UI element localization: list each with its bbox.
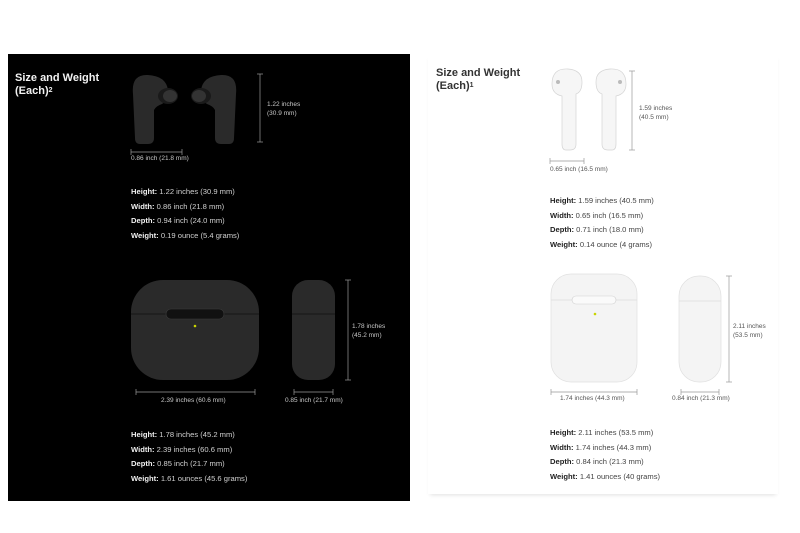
pro-case-depth-label: 0.85 inch (21.7 mm) <box>285 397 343 404</box>
classic-title-line2: (Each) <box>436 80 470 92</box>
spec-row: Weight: 1.61 ounces (45.6 grams) <box>131 473 248 483</box>
airpods-panel <box>428 54 778 494</box>
pro-size-weight-title <box>15 72 99 98</box>
pro-case-width-label: 2.39 inches (60.6 mm) <box>161 397 226 404</box>
spec-row: Height: 1.22 inches (30.9 mm) <box>131 187 235 196</box>
spec-row: Weight: 0.19 ounce (5.4 grams) <box>131 230 240 240</box>
pro-left-earbud-icon <box>133 75 178 144</box>
classic-right-earbud-icon <box>596 69 626 150</box>
pro-title-line1: Size and Weight <box>15 72 100 84</box>
airpods-pro-panel <box>8 54 410 501</box>
classic-case-depth-label: 0.84 inch (21.3 mm) <box>672 395 730 402</box>
spec-row: Height: 2.11 inches (53.5 mm) <box>550 428 654 437</box>
spec-row: Height: 1.78 inches (45.2 mm) <box>131 430 235 439</box>
spec-row: Width: 0.65 inch (16.5 mm) <box>550 210 644 220</box>
classic-earbud-height-label: 1.59 inches (40.5 mm) <box>639 105 673 121</box>
spec-row: Depth: 0.71 inch (18.0 mm) <box>550 225 644 234</box>
pro-earbud-height-label: 1.22 inches (30.9 mm) <box>267 101 301 117</box>
pro-case-front-icon <box>131 280 259 380</box>
pro-case-specs <box>131 428 247 486</box>
classic-case-front-icon <box>551 274 637 382</box>
spec-row: Depth: 0.85 inch (21.7 mm) <box>131 459 225 468</box>
pro-title-line2: (Each) <box>15 85 49 97</box>
classic-case-specs <box>550 426 660 484</box>
pro-earbud-width-label: 0.86 inch (21.8 mm) <box>131 155 189 162</box>
classic-case-height-label: 2.11 inches (53.5 mm) <box>733 323 766 339</box>
classic-earbud-width-label: 0.65 inch (16.5 mm) <box>550 166 608 173</box>
pro-case-height-label: 1.78 inches (45.2 mm) <box>352 323 386 339</box>
classic-case-illustration <box>548 272 748 402</box>
pro-earbud-specs <box>131 185 239 243</box>
classic-case-side-icon <box>679 276 721 382</box>
classic-left-earbud-icon <box>552 69 582 150</box>
classic-footnote-marker: 1 <box>469 82 474 89</box>
spec-row: Width: 0.86 inch (21.8 mm) <box>131 201 225 211</box>
classic-earbud-specs <box>550 194 654 252</box>
classic-case-width-label: 1.74 inches (44.3 mm) <box>560 395 625 402</box>
spec-row: Weight: 0.14 ounce (4 grams) <box>550 239 653 249</box>
spec-row: Width: 1.74 inches (44.3 mm) <box>550 442 652 452</box>
spec-row: Depth: 0.84 inch (21.3 mm) <box>550 457 644 466</box>
spec-row: Height: 1.59 inches (40.5 mm) <box>550 196 654 205</box>
classic-title-line1: Size and Weight <box>436 67 521 79</box>
spec-row: Depth: 0.94 inch (24.0 mm) <box>131 216 225 225</box>
pro-case-illustration <box>128 276 358 406</box>
spec-row: Width: 2.39 inches (60.6 mm) <box>131 444 233 454</box>
spec-row: Weight: 1.41 ounces (40 grams) <box>550 471 661 481</box>
pro-case-side-icon <box>292 280 335 380</box>
classic-size-weight-title <box>436 67 520 93</box>
pro-right-earbud-icon <box>191 75 236 144</box>
pro-footnote-marker: 2 <box>48 87 53 94</box>
